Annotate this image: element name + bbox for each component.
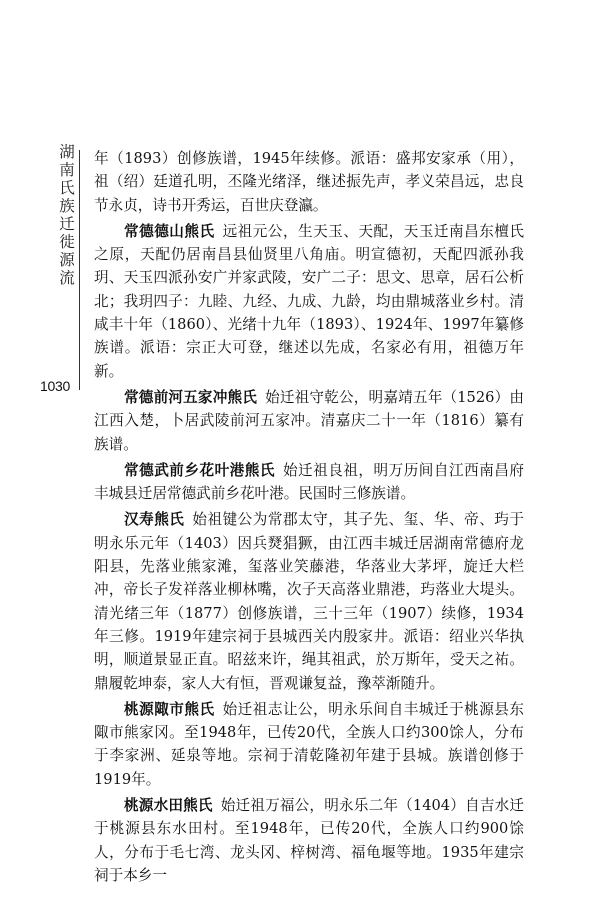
paragraph bbox=[94, 698, 524, 791]
paragraph bbox=[94, 794, 524, 887]
paragraph bbox=[94, 147, 524, 217]
paragraph-text: 始祖键公为常郡太守，其子先、玺、华、帝、玙于明永乐元年（1403）因兵燹猖獗，由江西丰城迁居湖南常德府龙阳县，先落业熊家滩，玺落业笑藤港，华落业大茅坪，旋迁大栏冲，帝长子发祥落业柳林嘴，次子天高落业鼎港，玙落业大堤头。清光绪三年（1877）创修族谱，三十三年（1907）续修，1934年三修。1919年建宗祠于县城西关内殷家井。派语：绍业兴华执明，顺道景显正直。昭兹来许，绳其祖武，於万斯年，受天之祐。鼎履乾坤泰，家人大有恒，晋观谦复益，豫萃渐随升。 bbox=[94, 511, 524, 692]
paragraph-heading: 常德前河五家冲熊氏 bbox=[124, 388, 258, 406]
paragraph-heading: 常德德山熊氏 bbox=[124, 222, 215, 240]
paragraph bbox=[94, 508, 524, 694]
paragraph-text: 始迁祖良祖，明万历间自江西南昌府丰城县迁居常德武前乡花叶港。民国时三修族谱。 bbox=[94, 461, 524, 503]
paragraph-heading: 桃源陬市熊氏 bbox=[124, 700, 215, 718]
paragraph-text: 始迁祖志让公，明永乐间自丰城迁于桃源县东陬市熊家冈。至1948年，已传20代，全族人口约300馀人，分布于李家洲、延泉等地。宗祠于清乾隆初年建于县城。族谱创修于1919年。 bbox=[94, 700, 524, 788]
paragraph-text: 年（1893）创修族谱，1945年续修。派语：盛邦安家承（用），祖（绍）廷道孔明，丕隆光绪泽，继述振先声，孝义荣昌远，忠良节永贞，诗书开秀运，百世庆登瀛。 bbox=[94, 150, 524, 214]
paragraph-text: 始迁祖万福公，明永乐二年（1404）自吉水迁于桃源县东水田村。至1948年，已传20代，全族人口约900馀人，分布于毛七湾、龙头冈、梓树湾、福龟堰等地。1935年建宗祠于本乡一 bbox=[94, 797, 524, 884]
body-text bbox=[94, 147, 524, 887]
paragraph-text: 远祖元公，生天玉、天配，天玉迁南昌东檀氏之原，天配仍居南昌县仙贤里八角庙。明宣德初，天配四派孙我玥、天玉四派孙安广并家武陵，安广二子：思文、思章，居石公析北；我玥四子：九睦、九经、九成、九龄，均由鼎城落业乡村。清咸丰十年（1860）、光绪十九年（1893）、1924年、1997年纂修族谱。派语：宗正大可登，继述以先成，名家必有用，祖德万年新。 bbox=[94, 222, 524, 380]
paragraph-heading: 常德武前乡花叶港熊氏 bbox=[124, 461, 275, 479]
paragraph bbox=[94, 386, 524, 456]
paragraph bbox=[94, 459, 524, 506]
paragraph-text: 始迁祖守乾公，明嘉靖五年（1526）由江西入楚，卜居武陵前河五家冲。清嘉庆二十一年（1816）纂有族谱。 bbox=[94, 388, 524, 453]
page-margin-sidebar bbox=[0, 0, 84, 909]
page-number: 1030 bbox=[40, 378, 70, 394]
paragraph-heading: 桃源水田熊氏 bbox=[124, 797, 213, 815]
paragraph bbox=[94, 220, 524, 383]
margin-rule bbox=[79, 150, 80, 390]
paragraph-heading: 汉寿熊氏 bbox=[124, 511, 185, 529]
running-head: 湖南氏族迁徙源流 bbox=[59, 143, 75, 287]
